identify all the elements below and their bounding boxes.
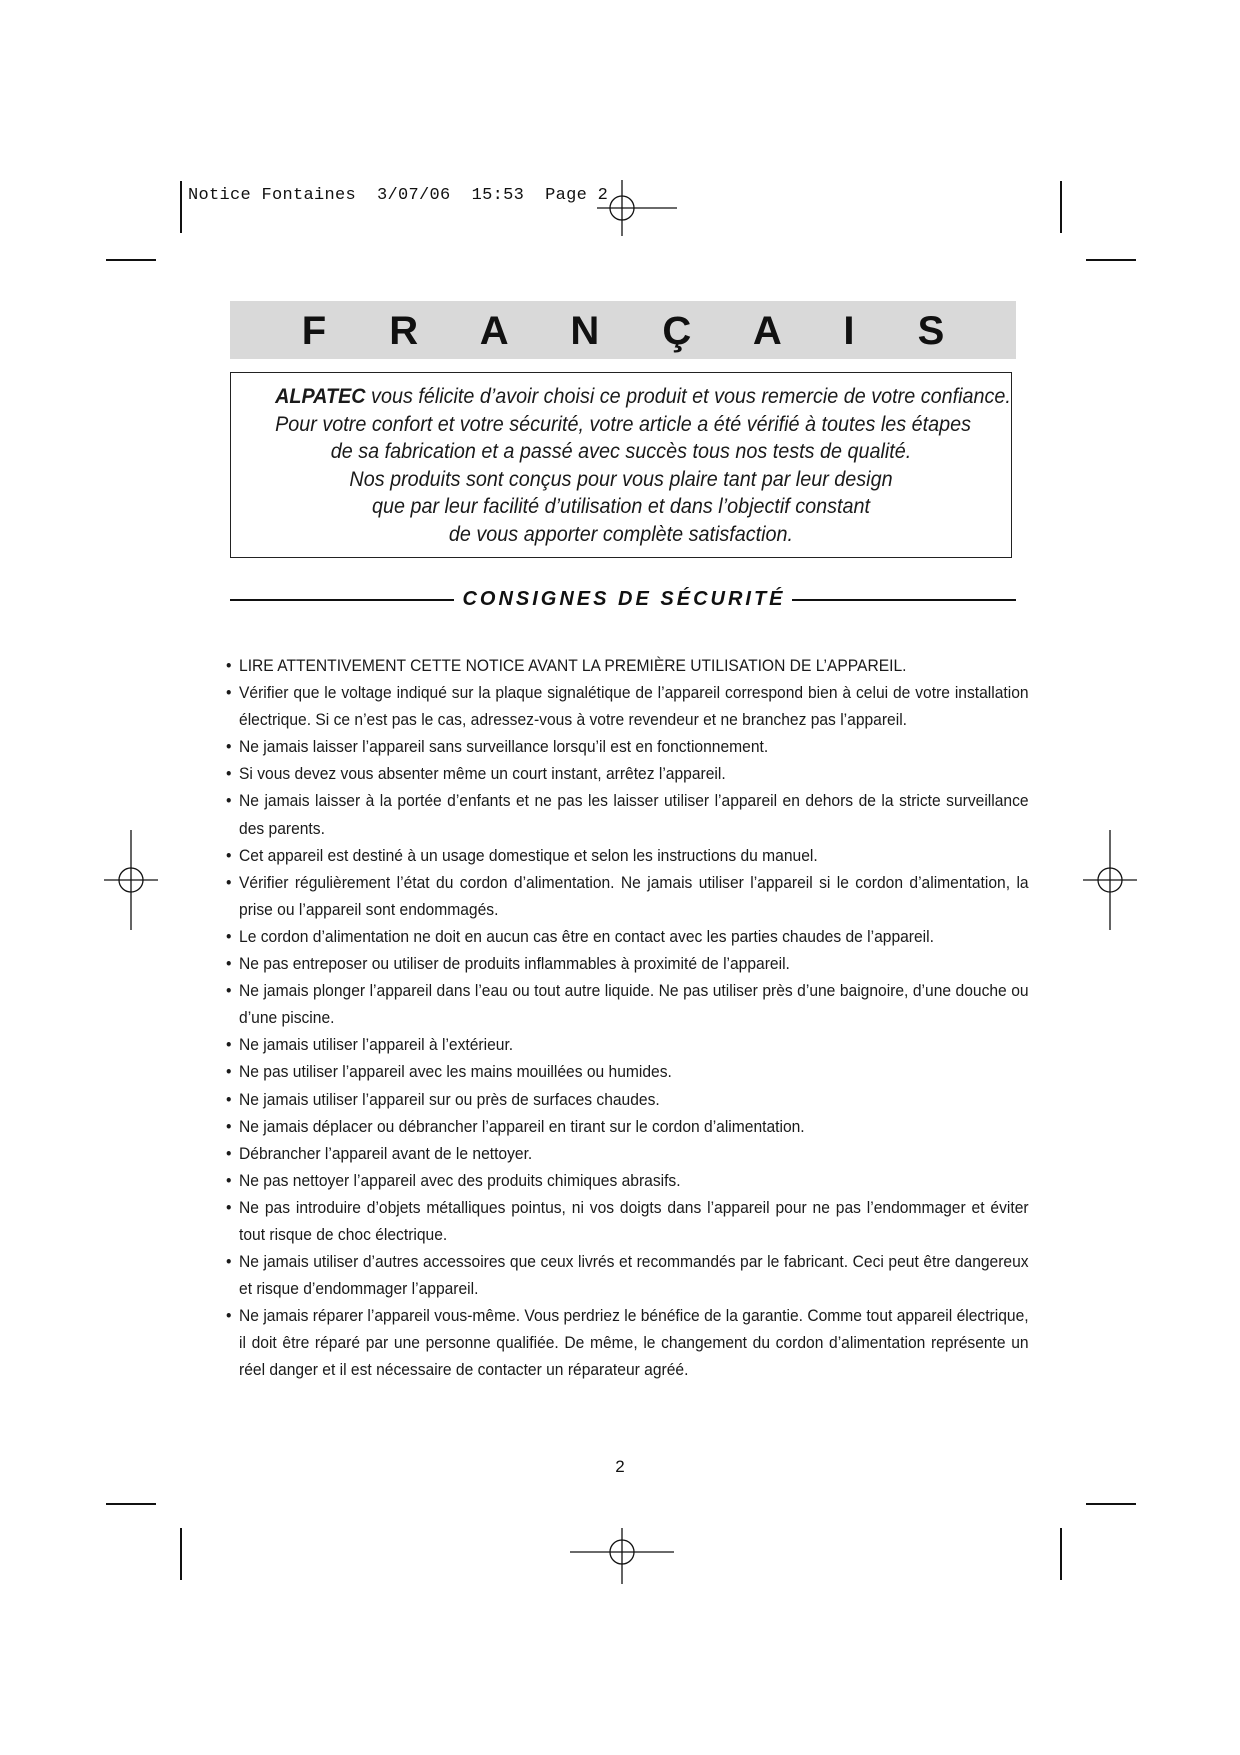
list-item: • Ne jamais utiliser l’appareil à l’extérieur. bbox=[226, 1035, 514, 1055]
list-item: • Ne jamais laisser l’appareil sans surveillance lorsqu’il est en fonctionnement. bbox=[226, 737, 769, 757]
section-heading bbox=[230, 588, 1016, 610]
list-item: • Si vous devez vous absenter même un court instant, arrêtez l’appareil. bbox=[226, 764, 726, 784]
crop-mark-top-left-vertical bbox=[180, 181, 182, 233]
section-title: CONSIGNES DE SÉCURITÉ bbox=[230, 588, 1016, 610]
crop-mark-bottom-right-horizontal bbox=[1086, 1503, 1136, 1505]
registration-mark-left-icon bbox=[104, 830, 158, 930]
intro-line: que par leur facilité d’utilisation et dans l’objectif constant bbox=[371, 494, 871, 519]
intro-line: de sa fabrication et a passé avec succès tous nos tests de qualité. bbox=[330, 439, 912, 464]
list-item: • Ne pas nettoyer l’appareil avec des produits chimiques abrasifs. bbox=[226, 1170, 681, 1190]
list-item: • Débrancher l’appareil avant de le nettoyer. bbox=[226, 1143, 533, 1163]
list-item: • Cet appareil est destiné à un usage domestique et selon les instructions du manuel. bbox=[226, 845, 818, 865]
intro-line: Pour votre confort et votre sécurité, votre article a été vérifié à toutes les étapes bbox=[275, 411, 972, 436]
intro-line-1-text: vous félicite d’avoir choisi ce produit et vous remercie de votre confiance. bbox=[365, 384, 1011, 408]
language-title: F R A N Ç A I S bbox=[301, 309, 971, 353]
safety-list bbox=[226, 652, 1029, 1384]
list-item: • Ne jamais utiliser d’autres accessoires que ceux livrés et recommandés par le fabricant. Ceci peut être dangereux et risque d’endommager l’appareil. bbox=[226, 1252, 1029, 1299]
intro-box bbox=[230, 372, 1012, 558]
printer-slug bbox=[188, 186, 608, 205]
list-item: • Le cordon d’alimentation ne doit en aucun cas être en contact avec les parties chaudes de l’appareil. bbox=[226, 926, 934, 946]
list-item: • Vérifier que le voltage indiqué sur la plaque signalétique de l’appareil correspond bien à celui de votre installation électrique. Si ce n’est pas le cas, adressez-vous à votre revendeur et ne branchez pas l’appareil. bbox=[226, 683, 1029, 730]
crop-mark-bottom-left-vertical bbox=[180, 1528, 182, 1580]
list-item: • Ne jamais réparer l’appareil vous-même. Vous perdriez le bénéfice de la garantie. Comme tout appareil électrique, il doit être réparé par une personne qualifiée. De même, le changement du cordon d’alimentation représente un réel danger et il est nécessaire de contacter un réparateur agréé. bbox=[226, 1306, 1029, 1380]
crop-mark-top-right-horizontal bbox=[1086, 259, 1136, 261]
list-item: • Ne jamais laisser à la portée d’enfants et ne pas les laisser utiliser l’appareil en dehors de la stricte surveillance des parents. bbox=[226, 791, 1029, 838]
list-item: • Vérifier régulièrement l’état du cordon d’alimentation. Ne jamais utiliser l’appareil si le cordon d’alimentation, la prise ou l’appareil sont endommagés. bbox=[226, 872, 1029, 919]
registration-mark-top-icon bbox=[597, 180, 677, 236]
intro-line bbox=[275, 383, 1011, 411]
slug-date: 3/07/06 bbox=[377, 186, 451, 205]
crop-mark-bottom-right-vertical bbox=[1060, 1528, 1062, 1580]
crop-mark-top-right-vertical bbox=[1060, 181, 1062, 233]
list-item: • Ne jamais plonger l’appareil dans l’eau ou tout autre liquide. Ne pas utiliser près d’une baignoire, d’une douche ou d’une piscine. bbox=[226, 981, 1029, 1028]
list-item: • Ne pas introduire d’objets métalliques pointus, ni vos doigts dans l’appareil pour ne pas l’endommager et éviter tout risque de choc électrique. bbox=[226, 1197, 1029, 1244]
registration-mark-bottom-icon bbox=[570, 1528, 674, 1584]
list-item: • Ne pas entreposer ou utiliser de produits inflammables à proximité de l’appareil. bbox=[226, 954, 790, 974]
slug-page: Page 2 bbox=[545, 186, 609, 205]
list-item: • Ne jamais utiliser l’appareil sur ou près de surfaces chaudes. bbox=[226, 1089, 660, 1109]
language-banner bbox=[230, 301, 1016, 359]
brand-name: ALPATEC bbox=[275, 384, 366, 408]
slug-document: Notice Fontaines bbox=[188, 186, 357, 205]
list-item: • Ne pas utiliser l’appareil avec les mains mouillées ou humides. bbox=[226, 1062, 672, 1082]
list-item: • Ne jamais déplacer ou débrancher l’appareil en tirant sur le cordon d’alimentation. bbox=[226, 1116, 805, 1136]
intro-line: Nos produits sont conçus pour vous plaire tant par leur design bbox=[349, 466, 893, 491]
crop-mark-bottom-left-horizontal bbox=[106, 1503, 156, 1505]
intro-line: de vous apporter complète satisfaction. bbox=[448, 521, 794, 546]
slug-time: 15:53 bbox=[471, 186, 525, 205]
list-item: • LIRE ATTENTIVEMENT CETTE NOTICE AVANT LA PREMIÈRE UTILISATION DE L’APPAREIL. bbox=[226, 656, 907, 675]
crop-mark-top-left-horizontal bbox=[106, 259, 156, 261]
registration-mark-right-icon bbox=[1083, 830, 1137, 930]
page-number: 2 bbox=[615, 1457, 625, 1476]
